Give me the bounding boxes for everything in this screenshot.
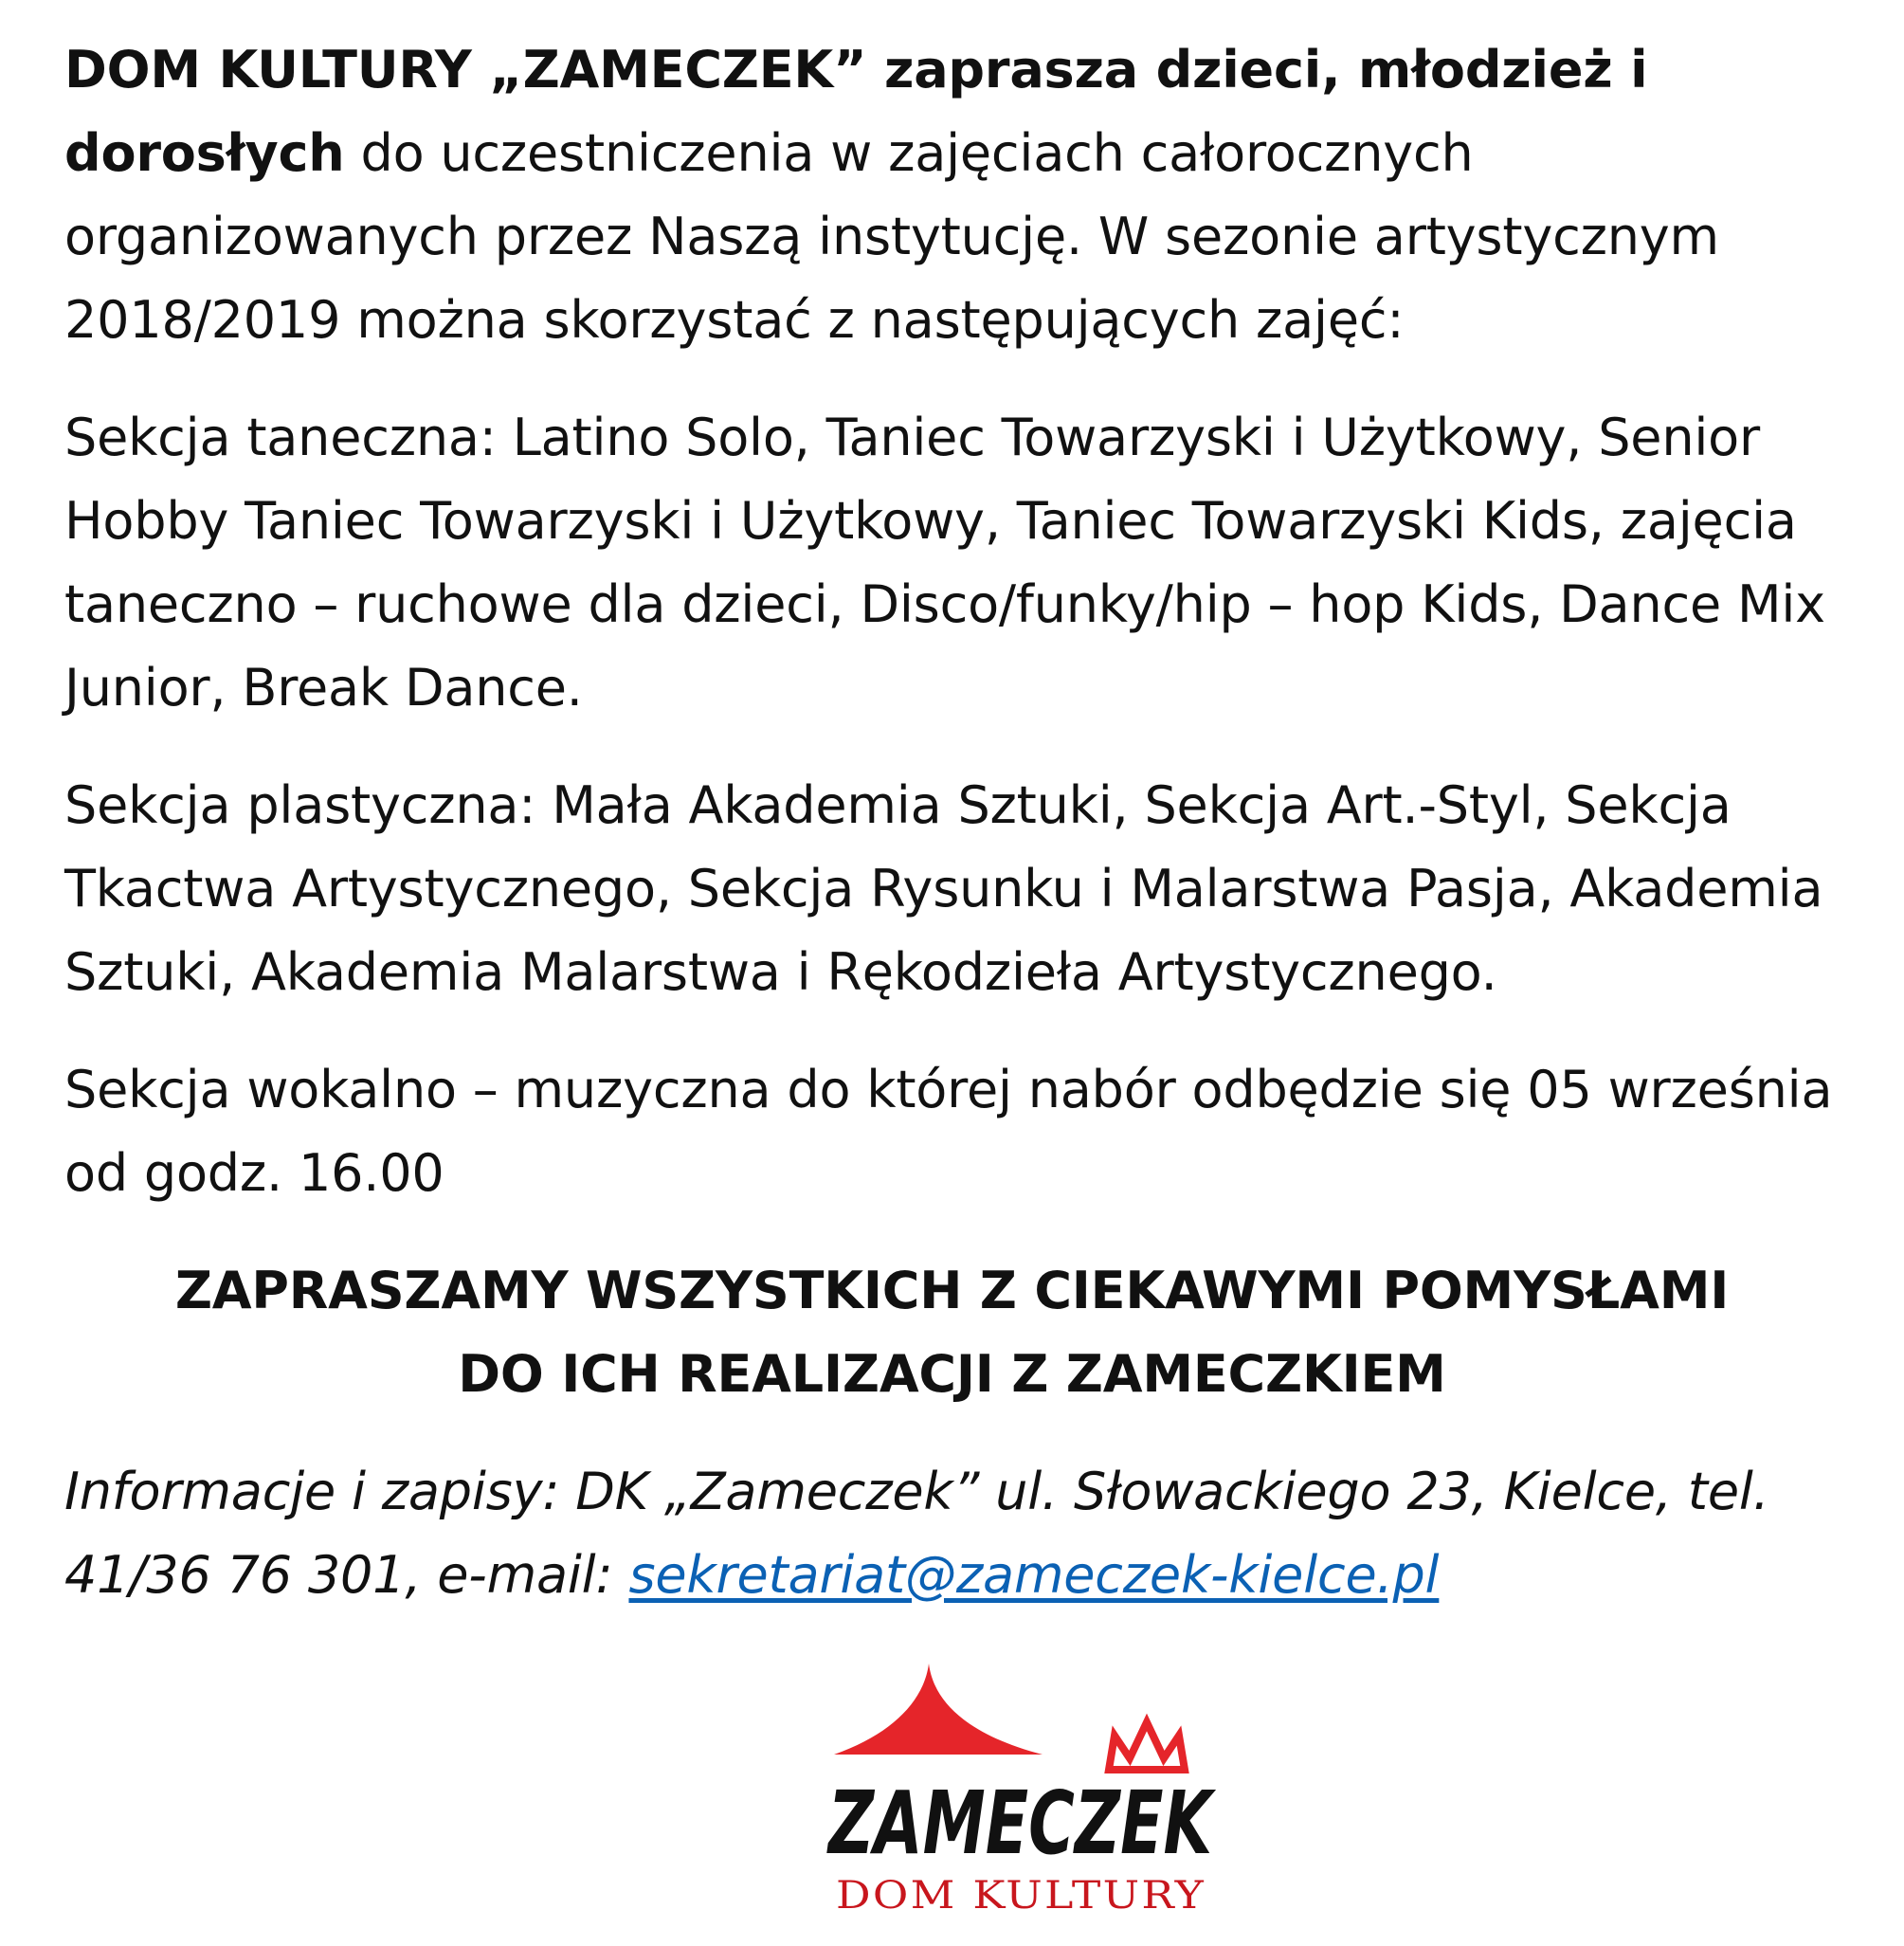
invitation-line-2: DO ICH REALIZACJI Z ZAMECZKIEM	[458, 1344, 1446, 1404]
contact-text: Informacje i zapisy: DK „Zameczek” ul. Słowackiego 23, Kielce, tel. 41/36 76 301, e-mail:	[64, 1462, 1769, 1605]
dance-section-paragraph: Sekcja taneczna: Latino Solo, Taniec Towarzyski i Użytkowy, Senior Hobby Taniec Towarzyski i Użytkowy, Taniec Towarzyski Kids, zajęcia taneczno – ruchowe dla dzieci, Disco/funky/hip – hop Kids, Dance Mix Junior, Break Dance.	[64, 408, 1825, 718]
intro-bold-lead: DOM KULTURY „ZAMECZEK” zaprasza dzieci, młodzież i dorosłych	[64, 40, 1648, 183]
invitation-heading	[0, 1249, 1904, 1416]
document-body	[64, 28, 1865, 1651]
email-link[interactable]: sekretariat@zameczek-kielce.pl	[628, 1545, 1440, 1605]
contact-paragraph	[64, 1450, 1865, 1617]
roof-icon	[834, 1664, 1043, 1755]
crown-icon	[1109, 1722, 1185, 1770]
intro-paragraph	[64, 28, 1865, 362]
logo-wordmark: ZAMECZEK	[825, 1773, 1217, 1874]
vocal-section-paragraph: Sekcja wokalno – muzyczna do której nabór odbędzie się 05 września od godz. 16.00	[64, 1060, 1833, 1203]
intro-text: do uczestniczenia w zajęciach całorocznych organizowanych przez Naszą instytucję. W sezonie artystycznym 2018/2019 można skorzystać z następujących zajęć:	[64, 123, 1719, 350]
logo-subtitle: DOM KULTURY	[836, 1874, 1206, 1918]
art-section-paragraph: Sekcja plastyczna: Mała Akademia Sztuki, Sekcja Art.-Styl, Sekcja Tkactwa Artystycznego, Sekcja Rysunku i Malarstwa Pasja, Akademia Sztuki, Akademia Malarstwa i Rękodzieła Artystycznego.	[64, 775, 1823, 1002]
invitation-line-1: ZAPRASZAMY WSZYSTKICH Z CIEKAWYMI POMYSŁAMI	[174, 1261, 1730, 1320]
zameczek-logo	[825, 1664, 1223, 1919]
